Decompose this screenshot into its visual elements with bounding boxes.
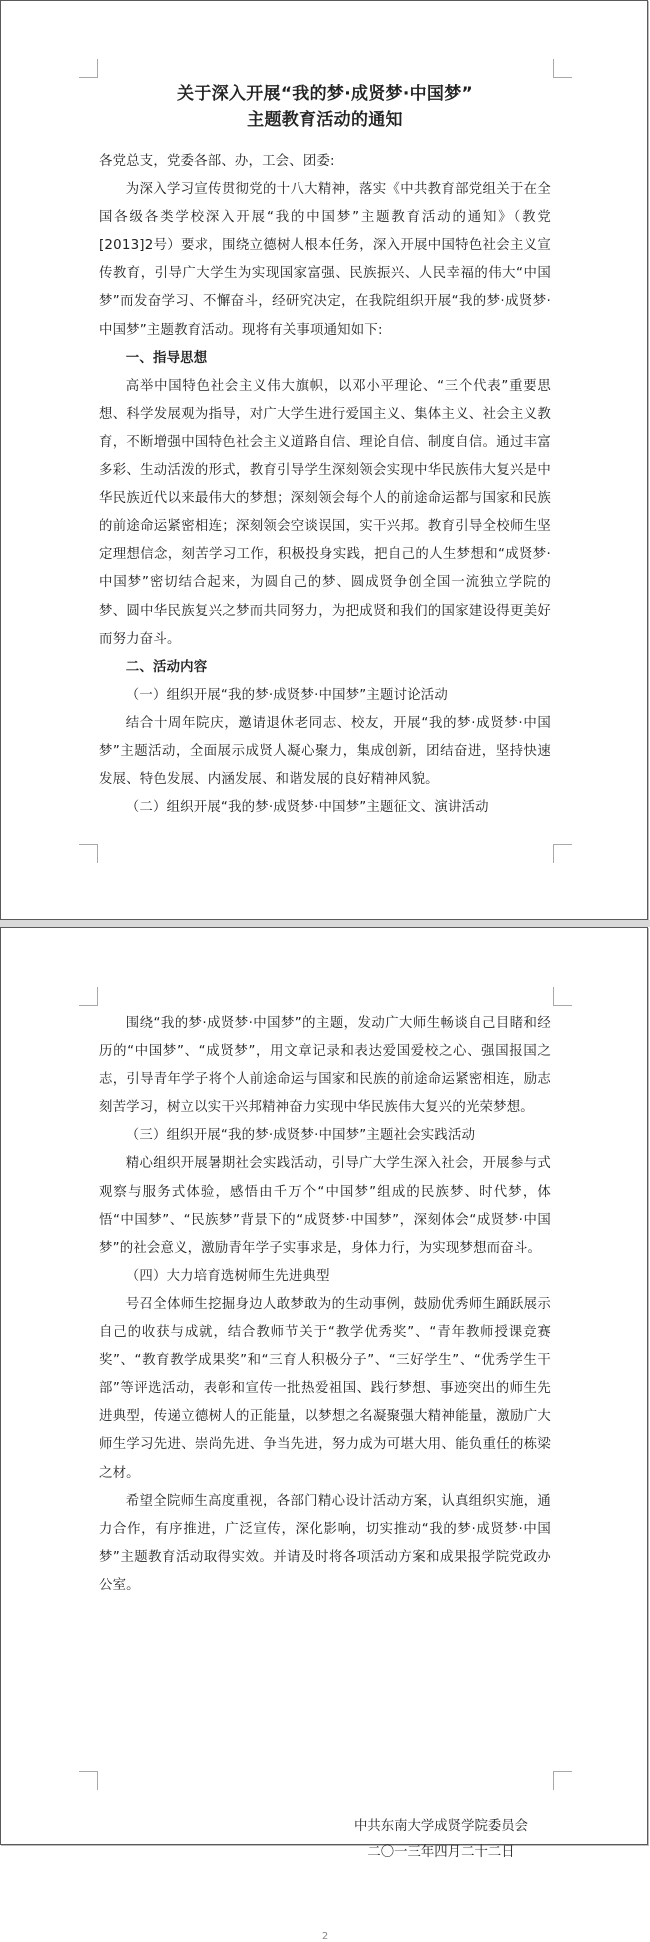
section-heading: 一、指导思想: [125, 350, 208, 366]
page-2-content: [99, 1010, 551, 1600]
paragraph: 各党总支，党委各部、办，工会、团委:: [99, 154, 335, 169]
paragraph: 号召全体师生挖掘身边人敢梦敢为的生动事例，鼓励优秀师生踊跃展示自己的收获与成就，结合教师节关于“教学优秀奖”、“青年教师授课竞赛奖”、“教育教学成果奖”和“三育人积极分子”、“三好学生”、“优秀学生干部”等评选活动，表彰和宣传一批热爱祖国、践行梦想、事迹突出的师生先进典型，传递立德树人的正能量，以梦想之名凝聚强大精神能量，激励广大师生学习先进、崇尚先进、争当先进，努力成为可堪大用、能负重任的栋梁之材。: [99, 1296, 551, 1481]
paragraph: 为深入学习宣传贯彻党的十八大精神，落实《中共教育部党组关于在全国各级各类学校深入开展“我的中国梦”主题教育活动的通知》（教党[2013]2号）要求，围绕立德树人根本任务，深入开展中国特色社会主义宣传教育，引导广大学生为实现国家富强、民族振兴、人民幸福的伟大“中国梦”而发奋学习、不懈奋斗，经研究决定，在我院组织开展“我的梦·成贤梦·中国梦”主题教育活动。现将有关事项通知如下:: [99, 182, 551, 338]
document-title-line-2: 主题教育活动的通知: [247, 110, 403, 130]
page-gap: [0, 920, 650, 927]
crop-mark: [553, 844, 572, 863]
paragraph: （一）组织开展“我的梦·成贤梦·中国梦”主题讨论活动: [125, 687, 448, 703]
crop-mark: [79, 1771, 98, 1790]
crop-mark: [553, 987, 572, 1006]
signature-organization: 中共东南大学成贤学院委员会: [353, 1819, 529, 1834]
page-1-body: [99, 148, 551, 822]
paragraph: 精心组织开展暑期社会实践活动，引导广大学生深入社会，开展参与式观察与服务式体验，感悟由千万个“中国梦”组成的民族梦、时代梦，体悟“中国梦”、“民族梦”背景下的“成贤梦·中国梦”，深刻体会“成贤梦·中国梦”的社会意义，激励青年学子实事求是，身体力行，为实现梦想而奋斗。: [99, 1156, 551, 1256]
paragraph: 希望全院师生高度重视，各部门精心设计活动方案，认真组织实施，通力合作，有序推进，广泛宣传，深化影响，切实推动“我的梦·成贤梦·中国梦”主题教育活动取得实效。并请及时将各项活动方案和成果报学院党政办公室。: [99, 1493, 551, 1593]
crop-mark: [79, 844, 98, 863]
page-1-content: [99, 81, 551, 822]
paragraph: 结合十周年院庆，邀请退休老同志、校友，开展“我的梦·成贤梦·中国梦”主题活动，全面展示成贤人凝心聚力，集成创新，团结奋进，坚持快速发展、特色发展、内涵发展、和谐发展的良好精神风貌。: [99, 715, 551, 788]
crop-mark: [553, 59, 572, 78]
page-number: 2: [321, 1931, 329, 1942]
paragraph: 围绕“我的梦·成贤梦·中国梦”的主题，发动广大师生畅谈自己目睹和经历的“中国梦”、“成贤梦”，用文章记录和表达爱国爱校之心、强国报国之志，引导青年学子将个人前途命运与国家和民族的前途命运紧密相连，励志刻苦学习，树立以实干兴邦精神奋力实现中华民族伟大复兴的光荣梦想。: [99, 1016, 551, 1116]
page-2-body: [99, 1010, 551, 1600]
section-heading: 二、活动内容: [125, 659, 208, 675]
paragraph: 高举中国特色社会主义伟大旗帜，以邓小平理论、“三个代表”重要思想、科学发展观为指导，对广大学生进行爱国主义、集体主义、社会主义教育，不断增强中国特色社会主义道路自信、理论自信、制度自信。通过丰富多彩、生动活泼的形式，教育引导学生深刻领会实现中华民族伟大复兴是中华民族近代以来最伟大的梦想；深刻领会每个人的前途命运都与国家和民族的前途命运紧密相连；深刻领会空谈误国，实干兴邦。教育引导全校师生坚定理想信念，刻苦学习工作，积极投身实践，把自己的人生梦想和“成贤梦·中国梦”密切结合起来，为圆自己的梦、圆成贤争创全国一流独立学院的梦、圆中华民族复兴之梦而共同努力，为把成贤和我们的国家建设得更美好而努力奋斗。: [99, 378, 551, 647]
paragraph: （二）组织开展“我的梦·成贤梦·中国梦”主题征文、演讲活动: [125, 800, 489, 816]
document-title-line-1: 关于深入开展“我的梦·成贤梦·中国梦”: [177, 84, 473, 104]
crop-mark: [79, 59, 98, 78]
document-page-1: [0, 0, 648, 920]
paragraph: （三）组织开展“我的梦·成贤梦·中国梦”主题社会实践活动: [125, 1128, 476, 1144]
document-page-2: [0, 927, 648, 1942]
signature-block: [331, 1814, 551, 1866]
paragraph: （四）大力培育选树师生先进典型: [125, 1268, 330, 1284]
crop-mark: [553, 1771, 572, 1790]
signature-date: 二〇一三年四月二十二日: [367, 1845, 515, 1860]
crop-mark: [79, 987, 98, 1006]
